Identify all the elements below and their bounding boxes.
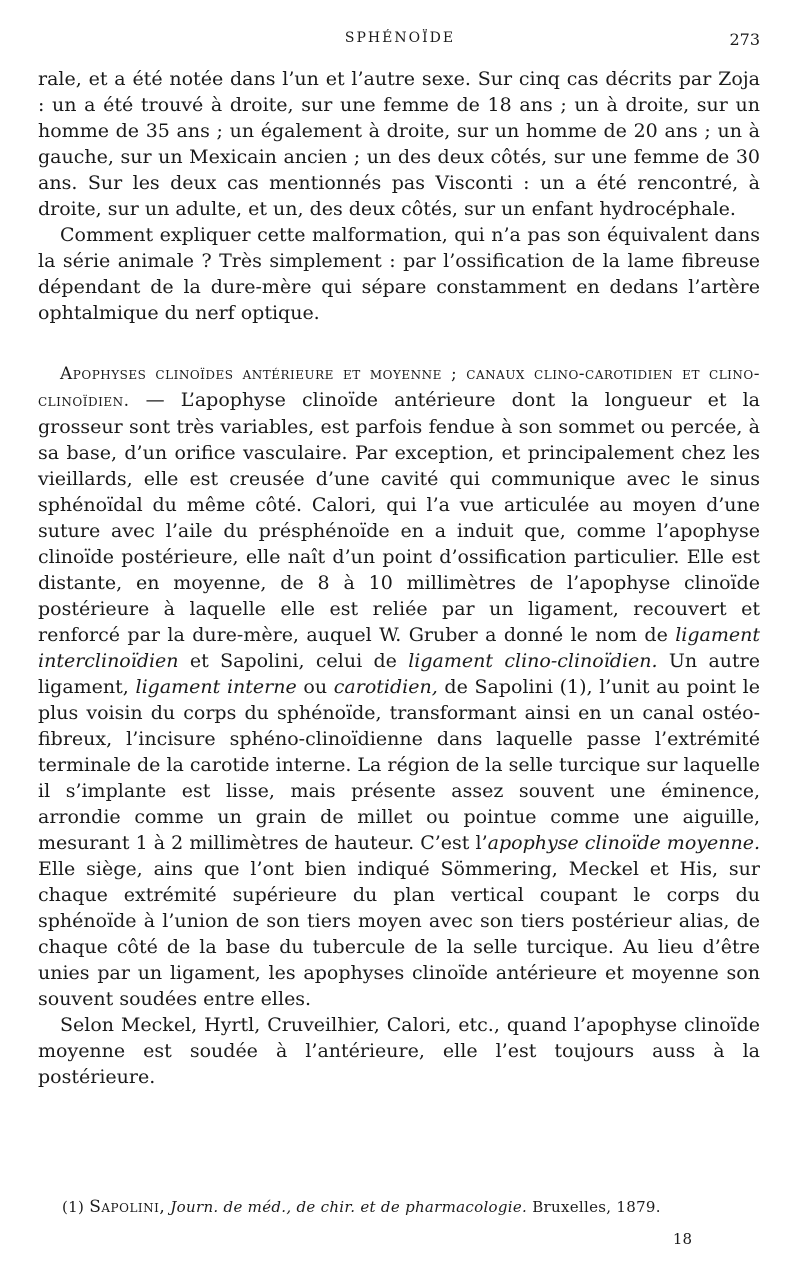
paragraph-2: Comment expliquer cette malformation, qui n’a pas son équivalent dans la série animale ? Très simplement : par l’ossification de la lame fibreuse dépendant de la dure-mère qui sépare constamment en dedans l’artère ophtalmique du nerf optique. bbox=[38, 224, 760, 324]
paragraph-1: rale, et a été notée dans l’un et l’autre sexe. Sur cinq cas décrits par Zoja : un a été trouvé à droite, sur une femme de 18 ans ; un à droite, sur un homme de 35 ans ; un également à droite, sur un homme de 20 ans ; un à gauche, sur un Mexicain ancien ; un des deux côtés, sur une femme de 30 ans. Sur les deux cas mentionnés pas Visconti : un a été rencontré, à droite, sur un adulte, et un, des deux côtés, sur un enfant hydrocéphale. bbox=[38, 68, 760, 220]
text-run-1: L’apophyse clinoïde antérieure dont la longueur et la grosseur sont très variables, est parfois fendue à son sommet ou percée, à sa base, d’un orifice vasculaire. Par exception, et principalement chez les vieillards, elle est creusée d’une cavité qui communique avec le sinus sphénoïdal du même côté. Calori, qui l’a vue articulée au moyen d’une suture avec l’aile du présphénoïde en a induit que, comme l’apophyse clinoïde postérieure, elle naît d’un point d’ossification particulier. Elle est distante, en moyenne, de 8 à 10 millimètres de l’apophyse clinoïde postérieure à laquelle elle est reliée par un ligament, recouvert et renforcé par la dure-mère, auquel W. Gruber a donné le nom de bbox=[38, 389, 760, 646]
italic-term-2: ligament clino-clinoïdien. bbox=[408, 650, 658, 672]
text-run-4: ou bbox=[296, 676, 334, 698]
footnote-marker: (1) bbox=[62, 1198, 90, 1216]
italic-term-5: apophyse clinoïde moyenne. bbox=[487, 832, 760, 854]
text-run-5: de Sapolini (1), l’unit au point le plus voisin du corps du sphénoïde, transformant ainsi en un canal ostéo-fibreux, l’incisure sphéno-clinoïdienne dans laquelle passe l’extrémité terminale de la carotide interne. La région de la selle turcique sur laquelle il s’implante est lisse, mais présente assez souvent une éminence, arrondie comme un grain de millet ou pointue comme une aiguille, mesurant 1 à 2 millimètres de hauteur. C’est l’ bbox=[38, 676, 760, 854]
footnote-author: Sapolini, bbox=[89, 1197, 166, 1217]
page-number: 273 bbox=[729, 30, 760, 49]
running-head bbox=[40, 30, 760, 54]
signature-mark: 18 bbox=[672, 1230, 692, 1248]
text-run-3: Un autre ligament, bbox=[38, 650, 760, 698]
text-run-2: et Sapolini, celui de bbox=[178, 650, 409, 672]
footnote-journal: Journ. de méd., de chir. et de pharmacologie. bbox=[165, 1198, 528, 1216]
italic-term-1: ligament interclinoïdien bbox=[38, 624, 760, 672]
section-heading: Apophyses clinoïdes antérieure et moyenne ; canaux clino-carotidien et clino-clinoïdien. bbox=[38, 364, 760, 411]
heading-dash: — bbox=[129, 389, 181, 411]
italic-term-3: ligament interne bbox=[135, 676, 297, 698]
body-text bbox=[38, 66, 760, 1090]
italic-term-4: carotidien, bbox=[333, 676, 438, 698]
footnote-rest: Bruxelles, 1879. bbox=[527, 1198, 661, 1216]
running-title: SPHÉNOÏDE bbox=[344, 30, 456, 46]
paragraph-3 bbox=[38, 360, 760, 1012]
footnote bbox=[62, 1197, 760, 1217]
paragraph-4: Selon Meckel, Hyrtl, Cruveilhier, Calori, etc., quand l’apophyse clinoïde moyenne est soudée à l’antérieure, elle l’est toujours auss à la postérieure. bbox=[38, 1014, 760, 1088]
text-run-6: Elle siège, ains que l’ont bien indiqué Sömmering, Meckel et His, sur chaque extrémité supérieure du plan vertical coupant le corps du sphénoïde à l’union de son tiers moyen avec son tiers postérieur alias, de chaque côté de la base du tubercule de la selle turcique. Au lieu d’être unies par un ligament, les apophyses clinoïde antérieure et moyenne son souvent soudées entre elles. bbox=[38, 858, 760, 1010]
